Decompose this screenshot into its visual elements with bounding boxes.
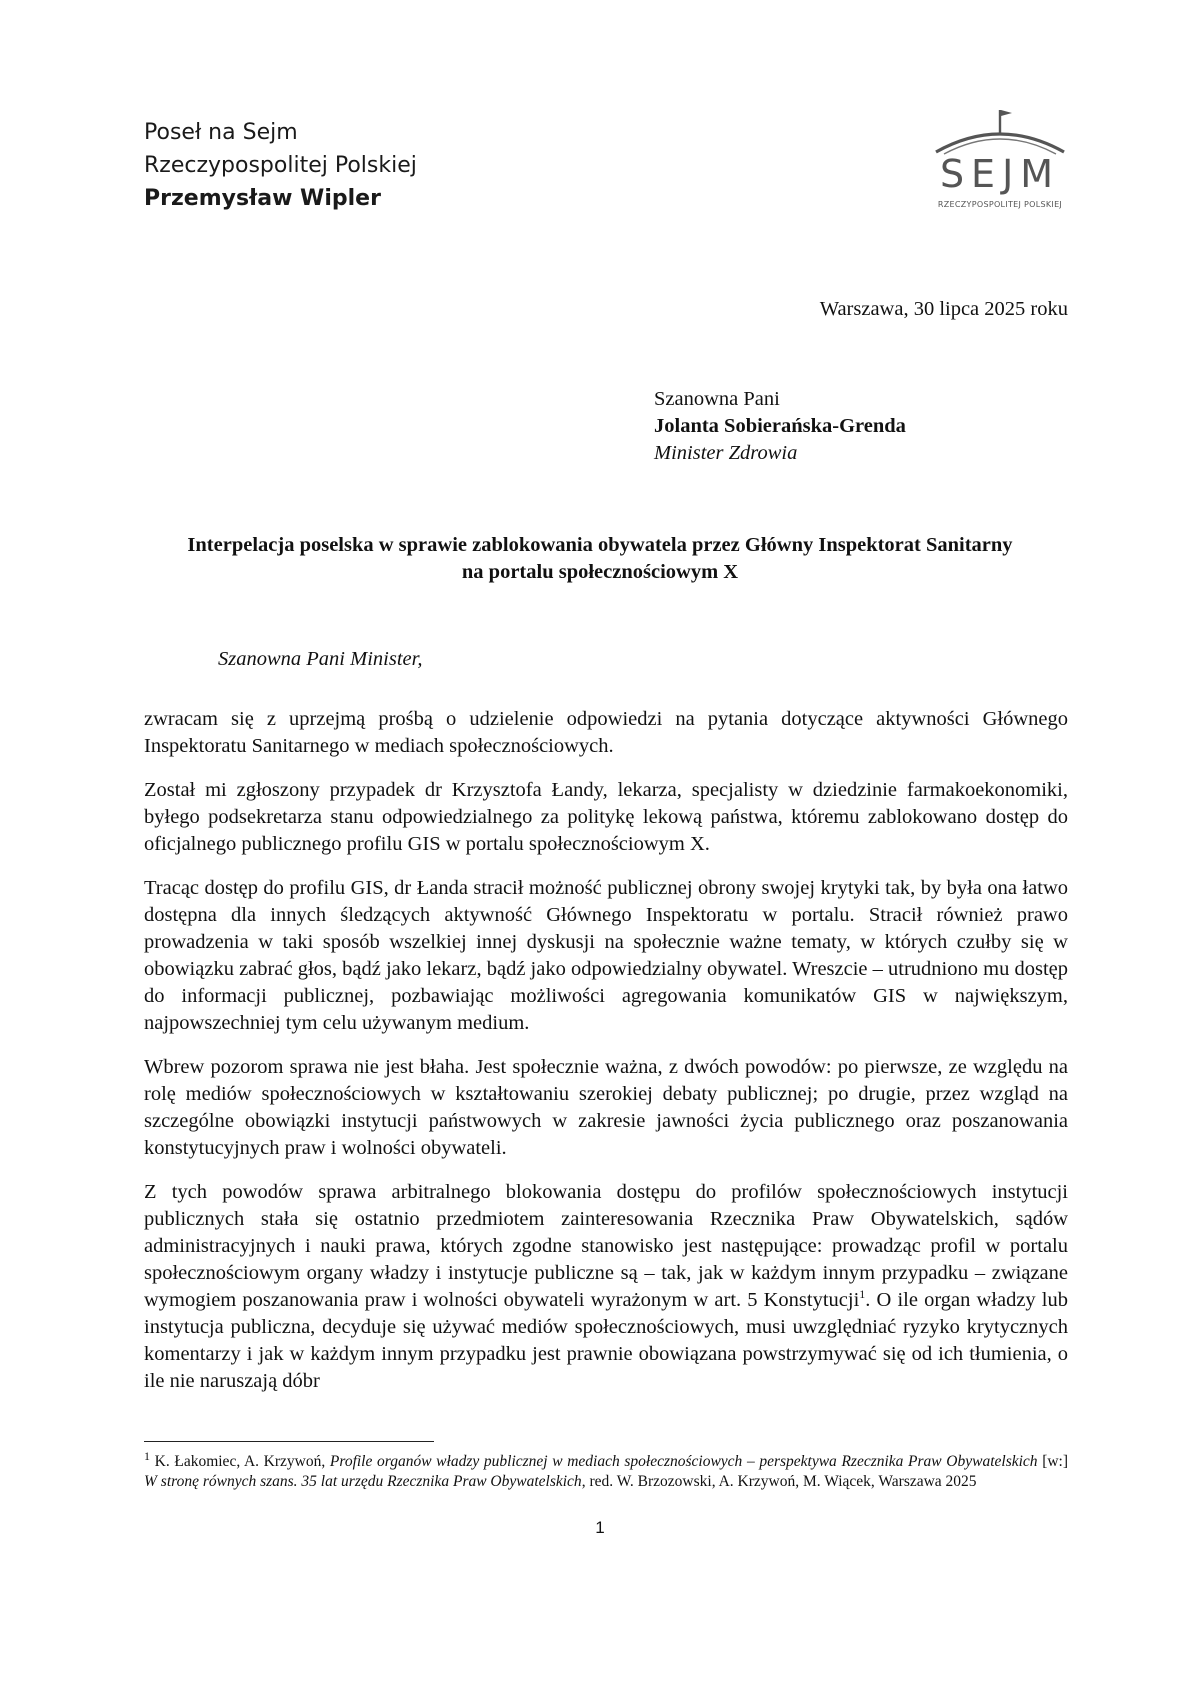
footnote-separator — [144, 1441, 434, 1442]
subject-line-2: na portalu społecznościowym X — [461, 561, 739, 583]
footnote — [144, 1448, 1069, 1492]
letter-date: Warszawa, 30 lipca 2025 roku — [819, 298, 1068, 320]
addressee-greeting: Szanowna Pani — [654, 388, 780, 410]
footnote-book-title: W stronę równych szans. 35 lat urzędu Rzecznika Praw Obywatelskich — [144, 1473, 582, 1490]
logo-subtext: RZECZYPOSPOLITEJ POLSKIEJ — [937, 200, 1063, 209]
paragraph-5-part-b: . O ile organ władzy lub instytucja publiczna, decyduje się używać mediów społecznościowych, musi uwzględniać ryzyko krytycznych komentarzy i jak w każdym innym przypadku jest prawnie obowiązana powstrzymywać się od ich tłumienia, o ile nie naruszają dóbr — [144, 1289, 1068, 1392]
sender-name: Przemysław Wipler — [144, 186, 381, 211]
paragraph-3: Tracąc dostęp do profilu GIS, dr Łanda stracił możność publicznej obrony swojej krytyki tak, by była ona łatwo dostępna dla innych śledzących aktywność Głównego Inspektoratu w portalu. Stracił również prawo prowadzenia w taki sposób wszelkiej innej dyskusji na społecznie ważne tematy, w których czułby się w obowiązku zabrać głos, bądź jako lekarz, bądź jako odpowiedzialny obywatel. Wreszcie – utrudniono mu dostęp do informacji publicznej, pozbawiając możliwości agregowania komunikatów GIS w największym, najpowszechniej tym celu używanym medium. — [144, 877, 1068, 1034]
footnote-reference: 1 — [859, 1287, 866, 1302]
sejm-logo — [926, 108, 1074, 218]
footnote-authors: K. Łakomiec, A. Krzywoń, — [154, 1453, 326, 1470]
subject-heading — [130, 532, 1070, 586]
footnote-rest: , red. W. Brzozowski, A. Krzywoń, M. Wiącek, Warszawa 2025 — [581, 1473, 977, 1490]
sender-line-1: Poseł na Sejm — [144, 120, 298, 145]
logo-text: SEJM — [939, 152, 1061, 196]
addressee-title: Minister Zdrowia — [654, 442, 798, 464]
sender-block — [144, 116, 417, 215]
salutation: Szanowna Pani Minister, — [218, 648, 423, 670]
footnote-marker: 1 — [144, 1448, 150, 1463]
paragraph-5 — [144, 1179, 1068, 1395]
sejm-dome-icon — [926, 108, 1074, 158]
footnote-article-title: Profile organów władzy publicznej w mediach społecznościowych – perspektywa Rzecznika Praw Obywatelskich — [329, 1453, 1038, 1470]
addressee-name: Jolanta Sobierańska-Grenda — [654, 415, 906, 437]
sender-line-2: Rzeczypospolitej Polskiej — [144, 153, 417, 178]
footnote-in: [w:] — [1042, 1453, 1069, 1470]
page-number: 1 — [595, 1518, 605, 1537]
addressee-block — [654, 386, 906, 467]
paragraph-1: zwracam się z uprzejmą prośbą o udzielenie odpowiedzi na pytania dotyczące aktywności Głównego Inspektoratu Sanitarnego w mediach społecznościowych. — [144, 708, 1068, 757]
paragraph-2: Został mi zgłoszony przypadek dr Krzysztofa Łandy, lekarza, specjalisty w dziedzinie farmakoekonomiki, byłego podsekretarza stanu odpowiedzialnego za politykę lekową państwa, któremu zablokowano dostęp do oficjalnego publicznego profilu GIS w portalu społecznościowym X. — [144, 779, 1068, 855]
subject-line-1: Interpelacja poselska w sprawie zablokowania obywatela przez Główny Inspektorat Sanitarny — [187, 534, 1013, 556]
paragraph-4: Wbrew pozorom sprawa nie jest błaha. Jest społecznie ważna, z dwóch powodów: po pierwsze, ze względu na rolę mediów społecznościowych w kształtowaniu szerokiej debaty publicznej; po drugie, przez wzgląd na szczególne obowiązki instytucji państwowych w zakresie jawności życia publicznego oraz poszanowania konstytucyjnych praw i wolności obywateli. — [144, 1056, 1068, 1159]
letter-body — [144, 706, 1068, 1412]
paragraph-5-part-a: Z tych powodów sprawa arbitralnego blokowania dostępu do profilów społecznościowych instytucji publicznych stała się ostatnio przedmiotem zainteresowania Rzecznika Praw Obywatelskich, sądów administracyjnych i nauki prawa, których zgodne stanowisko jest następujące: prowadząc profil w portalu społecznościowym organy władzy i instytucje publiczne są – tak, jak w każdym innym przypadku – związane wymogiem poszanowania praw i wolności obywateli wyrażonym w art. 5 Konstytucji — [144, 1181, 1068, 1311]
